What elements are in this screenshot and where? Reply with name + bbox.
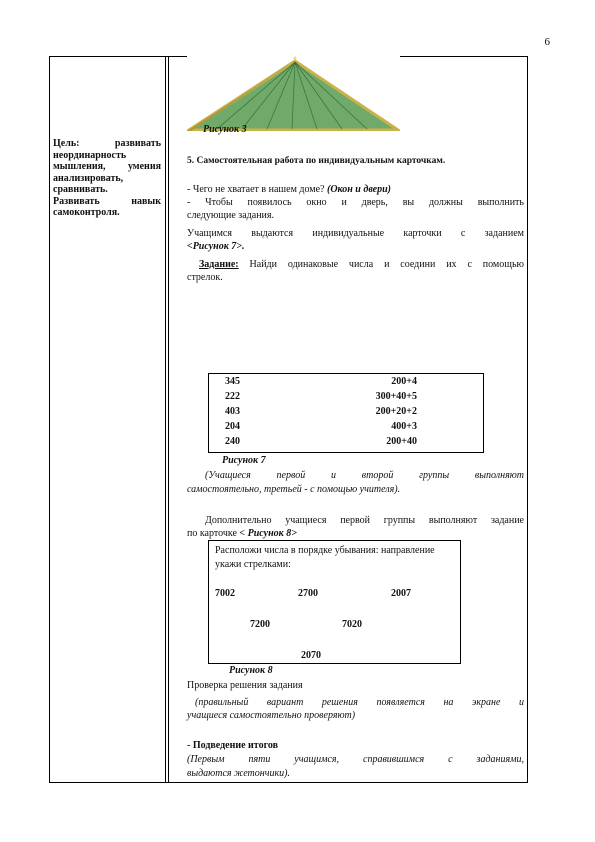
- goal-label: Цель:: [53, 138, 80, 149]
- task-line2: стрелок.: [187, 272, 223, 283]
- expression-item: 200+4: [391, 376, 417, 387]
- figure8-caption: Рисунок 8: [229, 665, 273, 676]
- figure8-card: [208, 540, 461, 664]
- number-item: 240: [225, 436, 240, 447]
- number-item: 403: [225, 406, 240, 417]
- instruction-line: Расположи числа в порядке убывания: направление: [215, 545, 435, 556]
- instruction-line: укажи стрелками:: [215, 559, 291, 570]
- figure7-caption: Рисунок 7: [222, 455, 266, 466]
- figure8-instruction: [215, 544, 455, 572]
- page-number: 6: [544, 36, 550, 48]
- check-title: Проверка решения задания: [187, 680, 303, 691]
- expression-item: 300+40+5: [375, 391, 417, 402]
- question-2-line1: - Чтобы появилось окно и дверь, вы должны выполнить: [187, 197, 524, 208]
- number-item: 7002: [215, 588, 235, 599]
- number-item: 2070: [301, 650, 321, 661]
- goal-text: анализировать,: [53, 172, 124, 184]
- extra-figure-ref: < Рисунок 8>: [239, 528, 297, 539]
- column-divider-inner: [168, 56, 169, 783]
- roof-illustration: [187, 56, 400, 131]
- number-item: 7200: [250, 619, 270, 630]
- summary-title: - Подведение итогов: [187, 740, 279, 751]
- goal-text: неординарность: [53, 149, 127, 161]
- number-item: 2700: [298, 588, 318, 599]
- figure3-caption: Рисунок 3: [203, 124, 247, 135]
- goal-text: сравнивать.: [53, 184, 108, 195]
- question-answer: (Окон и двери): [327, 184, 391, 195]
- goal-cell: [53, 138, 161, 219]
- expression-item: 200+40: [386, 436, 417, 447]
- figure7-card: [208, 373, 484, 453]
- question-3-line1: Учащимся выдаются индивидуальные карточки с заданием: [187, 228, 524, 239]
- number-item: 345: [225, 376, 240, 387]
- extra-text: по карточке: [187, 528, 240, 539]
- number-item: 2007: [391, 588, 411, 599]
- number-item: 7020: [342, 619, 362, 630]
- check-note-line1: (правильный вариант решения появляется на экране и: [195, 697, 524, 708]
- question-1: [187, 183, 524, 196]
- expression-item: 200+20+2: [375, 406, 417, 417]
- note7-line2: самостоятельно, третьей - с помощью учителя).: [187, 484, 401, 495]
- number-item: 204: [225, 421, 240, 432]
- question-text: - Чего не хватает в нашем доме?: [187, 184, 327, 195]
- note7-line1: (Учащиеся первой и второй группы выполняют: [205, 470, 524, 481]
- goal-text: навык: [131, 195, 161, 207]
- extra-line1: Дополнительно учащиеся первой группы выполняют задание: [205, 515, 524, 526]
- number-item: 222: [225, 391, 240, 402]
- task-line1: [187, 258, 524, 271]
- goal-text: самоконтроля.: [53, 207, 120, 218]
- goal-text: мышления,: [53, 161, 106, 172]
- summary-note-line1: (Первым пяти учащимся, справившимся с заданиями,: [187, 754, 524, 765]
- column-divider: [165, 56, 166, 783]
- section5-title: 5. Самостоятельная работа по индивидуальным карточкам.: [187, 156, 446, 166]
- summary-note-line2: выдаются жетончики).: [187, 768, 290, 779]
- question-2-line2: следующие задания.: [187, 210, 275, 221]
- check-note-line2: учащиеся самостоятельно проверяют): [187, 710, 356, 721]
- task-label: Задание:: [199, 259, 239, 270]
- goal-text: развивать: [114, 138, 161, 149]
- expression-item: 400+3: [391, 421, 417, 432]
- goal-text: умения: [127, 161, 161, 172]
- extra-line2: [187, 527, 524, 540]
- task-text: Найди одинаковые числа и соедини их с помощью: [238, 259, 524, 270]
- question-3-line2: <Рисунок 7>.: [187, 241, 245, 252]
- goal-text: Развивать: [53, 195, 100, 207]
